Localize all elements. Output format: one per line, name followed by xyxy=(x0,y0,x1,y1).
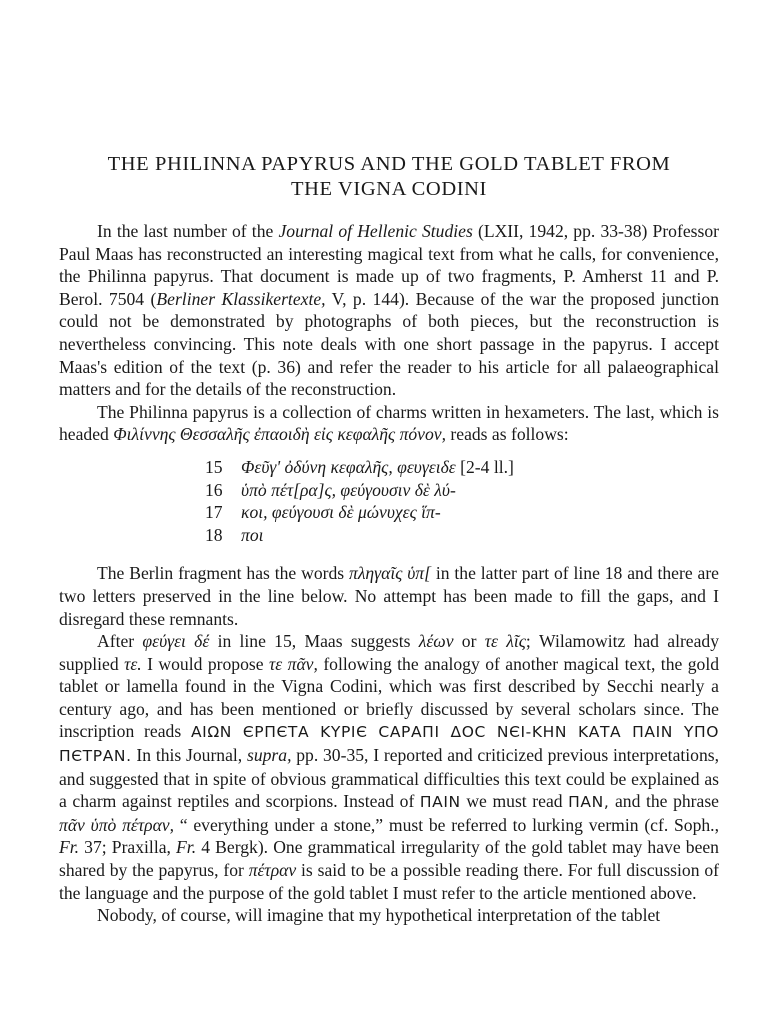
verse-number: 18 xyxy=(205,524,223,545)
verse-note: [2-4 ll.] xyxy=(455,456,514,477)
verse-line xyxy=(205,501,719,524)
verse-text: ὑπὸ πέτ[ρα]ς, φεύγουσιν δὲ λύ- xyxy=(241,479,456,500)
p4-text: ; Wilamowitz had already supplied xyxy=(59,631,720,674)
journal-title: Journal of Hellenic Studies xyxy=(278,221,473,241)
p4-greek: τε λῖς xyxy=(484,631,526,652)
verse-number: 17 xyxy=(205,502,223,523)
p4-greek: πέτραν xyxy=(248,860,297,881)
title-line-2: THE VIGNA CODINI xyxy=(291,178,487,200)
p3-text-1: The Berlin fragment has the words xyxy=(97,563,349,584)
p4-text: is said to be a possible reading there. For full discussion of the language and the purpose of the gold tablet I must refer to the article mentioned above. xyxy=(59,860,719,903)
bkt-title: Berliner Klassikertexte, xyxy=(156,288,326,309)
fr-ital: Fr. xyxy=(59,837,80,858)
uncial-word: ΠΑΙΝ xyxy=(419,793,461,812)
p1-text-2: (LXII, 1942, pp. 33-38) Professor Paul Maas has reconstructed an interesting magical text from what he calls, for convenience, the Philinna papyrus. That document is made up of two fragments, P. Amherst 11 and P. Berol. 7504 ( xyxy=(59,221,719,309)
verse-text xyxy=(241,456,514,479)
p1-text-1: In the last number of the xyxy=(97,221,279,241)
p2-text-1: The Philinna papyrus is a collection of charms written in hexameters. The last, which is headed xyxy=(59,401,719,445)
verse-number: 15 xyxy=(205,456,223,477)
p4-text: or xyxy=(453,631,485,652)
p4-greek: λέων xyxy=(418,631,454,652)
paragraph-3 xyxy=(59,562,719,630)
verse-text: ποι xyxy=(241,524,264,545)
fr-ital: Fr. xyxy=(176,837,197,858)
verse-greek: Φεῦγ' ὀδύνη κεφαλῆς, φευγειδε xyxy=(241,456,456,477)
verse-text: κοι, φεύγουσι δὲ μώνυχες ἵπ- xyxy=(241,502,441,523)
p4-text: I would propose xyxy=(141,653,269,674)
verse-line xyxy=(205,524,719,547)
p3-text-2: in the latter part of line 18 and there are two letters preserved in the line below. No attempt has been made to fill the gaps, and I disregard these remnants. xyxy=(59,563,719,629)
p4-greek: πᾶν ὑπὸ πέτραν, xyxy=(59,814,175,835)
p2-greek-heading: Φιλίννης Θεσσαλῆς ἐπαοιδὴ εἰς κεφαλῆς πόνον, xyxy=(113,424,446,445)
p4-text: In this Journal, xyxy=(131,745,247,766)
paragraph-2 xyxy=(59,401,719,446)
p4-text: “ everything under a stone,” must be referred to lurking vermin (cf. Soph., xyxy=(174,814,719,835)
p4-text: in line 15, Maas suggests xyxy=(209,631,419,652)
supra-ital: supra, xyxy=(246,745,292,766)
paragraph-4 xyxy=(59,630,719,904)
p4-greek: τε. xyxy=(124,653,142,674)
title-line-1: THE PHILINNA PAPYRUS AND THE GOLD TABLET FROM xyxy=(107,153,671,175)
verse-line xyxy=(205,479,719,502)
p4-text: pp. 30-35, I reported and criticized previous interpretations, and suggested that in spite of obvious grammatical difficulties this text could be explained as a charm against reptiles and scorpions. Instead of xyxy=(59,745,719,812)
inscription-uncial: ΑΙΩΝ ЄΡΠЄΤΑ ΚΥΡΙЄ CΑΡΑΠΙ ΔΟC ΝЄΙ-ΚΗΝ ΚΑΤΑ ΠΑΙΝ ΥΠΟ ΠЄΤΡΑΝ. xyxy=(59,723,719,766)
page xyxy=(59,152,719,927)
p4-text: following the analogy of another magical text, the gold tablet or lamella found in the Vigna Codini, which was first described by Secchi nearly a century ago, and has been mentioned or briefly discussed by several scholars since. The inscription reads xyxy=(59,653,720,742)
p4-greek: τε πᾶν, xyxy=(268,653,318,674)
p4-text: we must read xyxy=(460,791,569,812)
p1-text-3: V, p. 144). Because of the war the proposed junction could not be demonstrated by photographs of both pieces, but the reconstruction is nevertheless convincing. This note deals with one short passage in the papyrus. I accept Maas's edition of the text (p. 36) and refer the reader to his article for all palaeographical matters and for the details of the reconstruction. xyxy=(59,288,719,400)
p3-greek: πληγαῖς ὑπ[ xyxy=(349,563,431,584)
p4-text: 37; Praxilla, xyxy=(79,837,177,858)
p4-greek: φεύγει δέ xyxy=(142,631,210,652)
article-title xyxy=(59,152,719,202)
uncial-word: ΠΑΝ, xyxy=(568,793,610,812)
paragraph-1 xyxy=(59,220,719,401)
p2-text-2: reads as follows: xyxy=(446,424,569,445)
paragraph-5 xyxy=(59,904,719,927)
p5-text: Nobody, of course, will imagine that my hypothetical interpretation of the tablet xyxy=(97,905,661,926)
p4-text: After xyxy=(97,631,143,652)
verse-number: 16 xyxy=(205,479,223,500)
verse-line xyxy=(205,456,719,479)
p4-text: and the phrase xyxy=(609,791,719,812)
p4-text: 4 Bergk). One grammatical irregularity of the gold tablet may have been shared by the papyrus, for xyxy=(59,837,719,881)
verse-block xyxy=(205,456,719,546)
